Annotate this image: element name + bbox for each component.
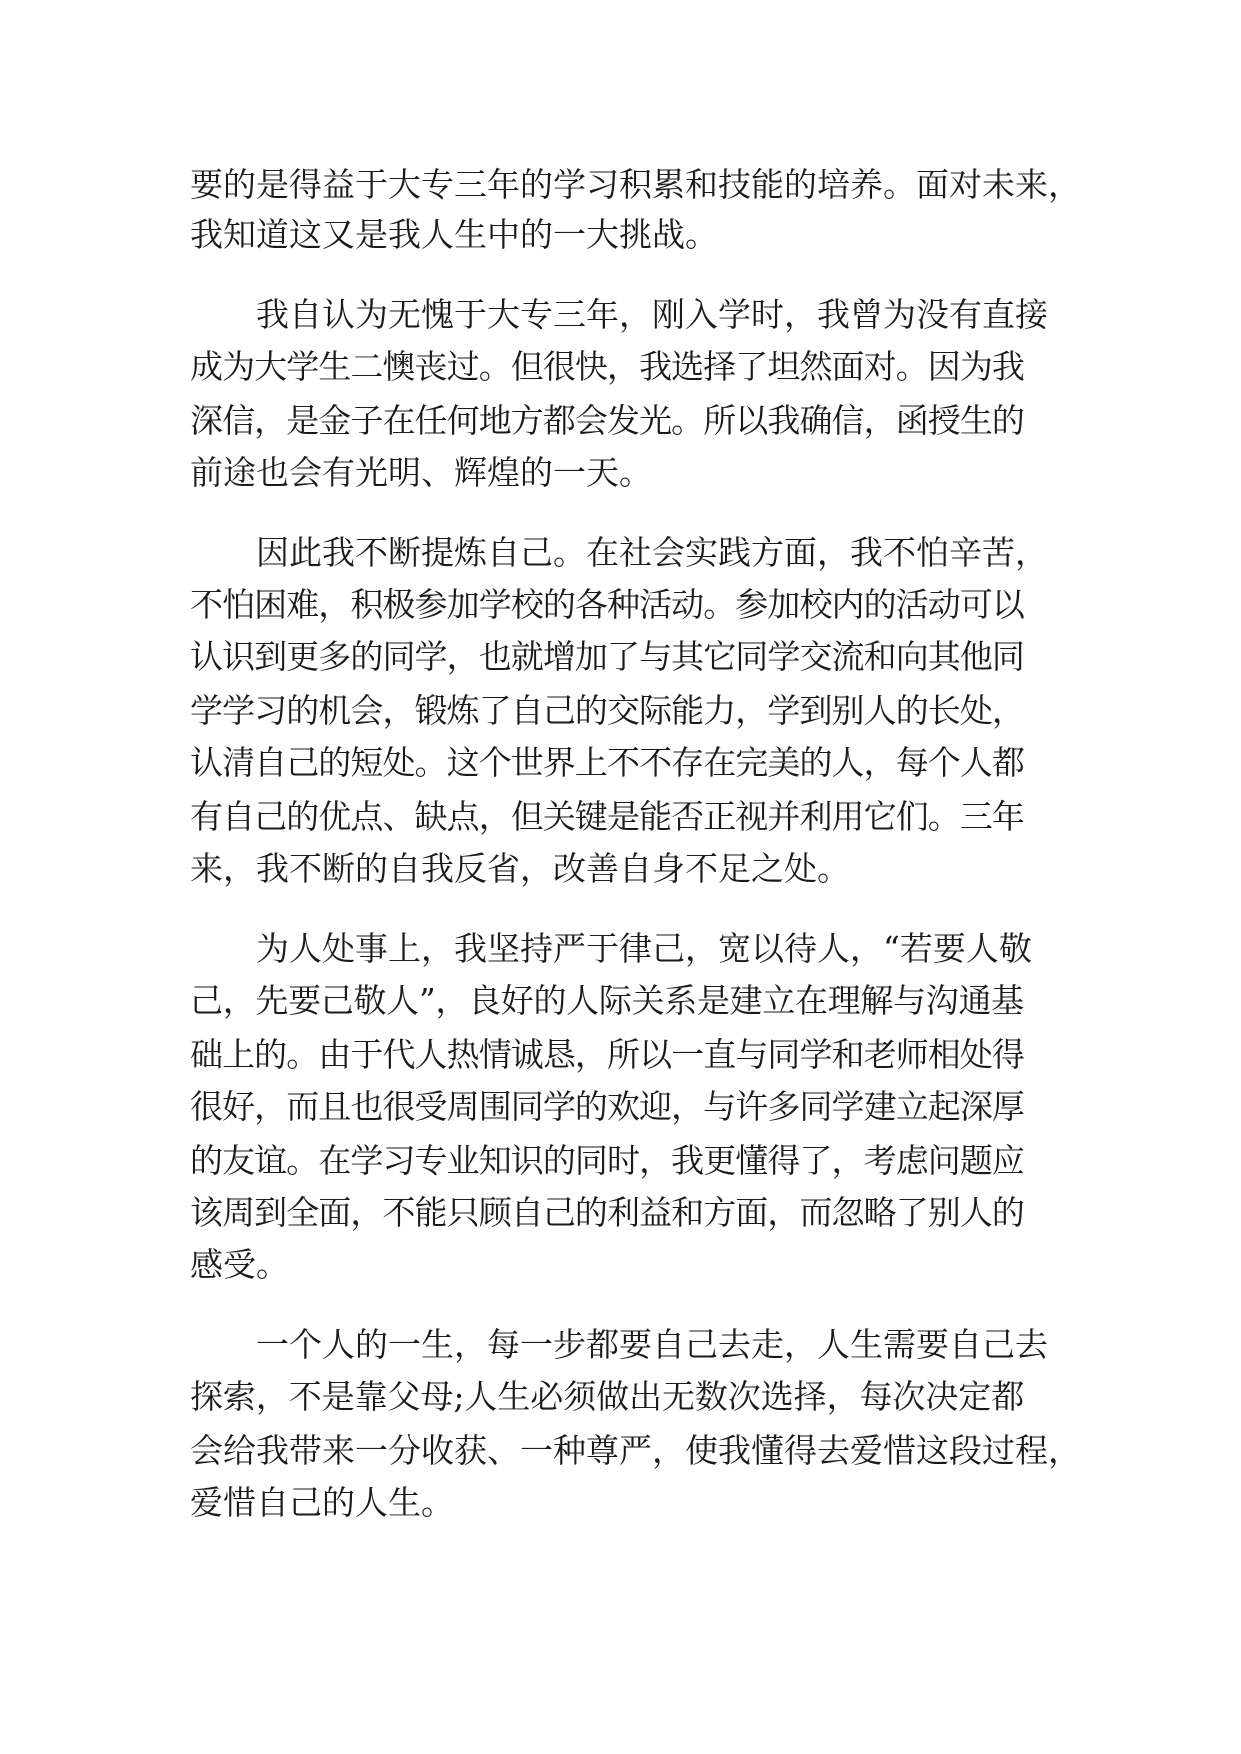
text-line: 前途也会有光明、辉煌的一天。 <box>190 453 652 492</box>
text-line: 不怕困难，积极参加学校的各种活动。参加校内的活动可以 <box>190 585 1025 624</box>
text-line: 探索，不是靠父母;人生必须做出无数次选择，每次决定都 <box>190 1377 1025 1416</box>
text-line: 深信，是金子在任何地方都会发光。所以我确信，函授生的 <box>190 401 1025 440</box>
text-line: 我知道这又是我人生中的一大挑战。 <box>190 215 718 254</box>
text-line: 为人处事上，我坚持严于律己，宽以待人，“若要人敬 <box>256 929 1032 968</box>
text-line: 学学习的机会，锻炼了自己的交际能力，学到别人的长处， <box>190 691 1025 730</box>
text-line: 己，先要己敬人”，良好的人际关系是建立在理解与沟通基 <box>190 981 1024 1020</box>
text-line: 我自认为无愧于大专三年，刚入学时，我曾为没有直接 <box>256 295 1048 334</box>
text-line: 因此我不断提炼自己。在社会实践方面，我不怕辛苦， <box>256 533 1048 572</box>
text-line: 础上的。由于代人热情诚恳，所以一直与同学和老师相处得 <box>190 1035 1025 1074</box>
text-line: 爱惜自己的人生。 <box>190 1483 454 1522</box>
text-line: 感受。 <box>190 1245 289 1284</box>
text-line: 一个人的一生，每一步都要自己去走，人生需要自己去 <box>256 1325 1048 1364</box>
text-line: 很好，而且也很受周围同学的欢迎，与许多同学建立起深厚 <box>190 1087 1025 1126</box>
text-line: 有自己的优点、缺点，但关键是能否正视并利用它们。三年 <box>190 797 1025 836</box>
text-line: 认识到更多的同学，也就增加了与其它同学交流和向其他同 <box>190 637 1025 676</box>
text-line: 该周到全面，不能只顾自己的利益和方面，而忽略了别人的 <box>190 1193 1025 1232</box>
text-line: 的友谊。在学习专业知识的同时，我更懂得了，考虑问题应 <box>190 1141 1025 1180</box>
text-line: 成为大学生二懊丧过。但很快，我选择了坦然面对。因为我 <box>190 347 1025 386</box>
text-line: 会给我带来一分收获、一种尊严，使我懂得去爱惜这段过程， <box>190 1431 1081 1470</box>
text-line: 要的是得益于大专三年的学习积累和技能的培养。面对未来， <box>190 165 1081 204</box>
text-line: 来，我不断的自我反省，改善自身不足之处。 <box>190 849 850 888</box>
text-line: 认清自己的短处。这个世界上不不存在完美的人，每个人都 <box>190 743 1025 782</box>
